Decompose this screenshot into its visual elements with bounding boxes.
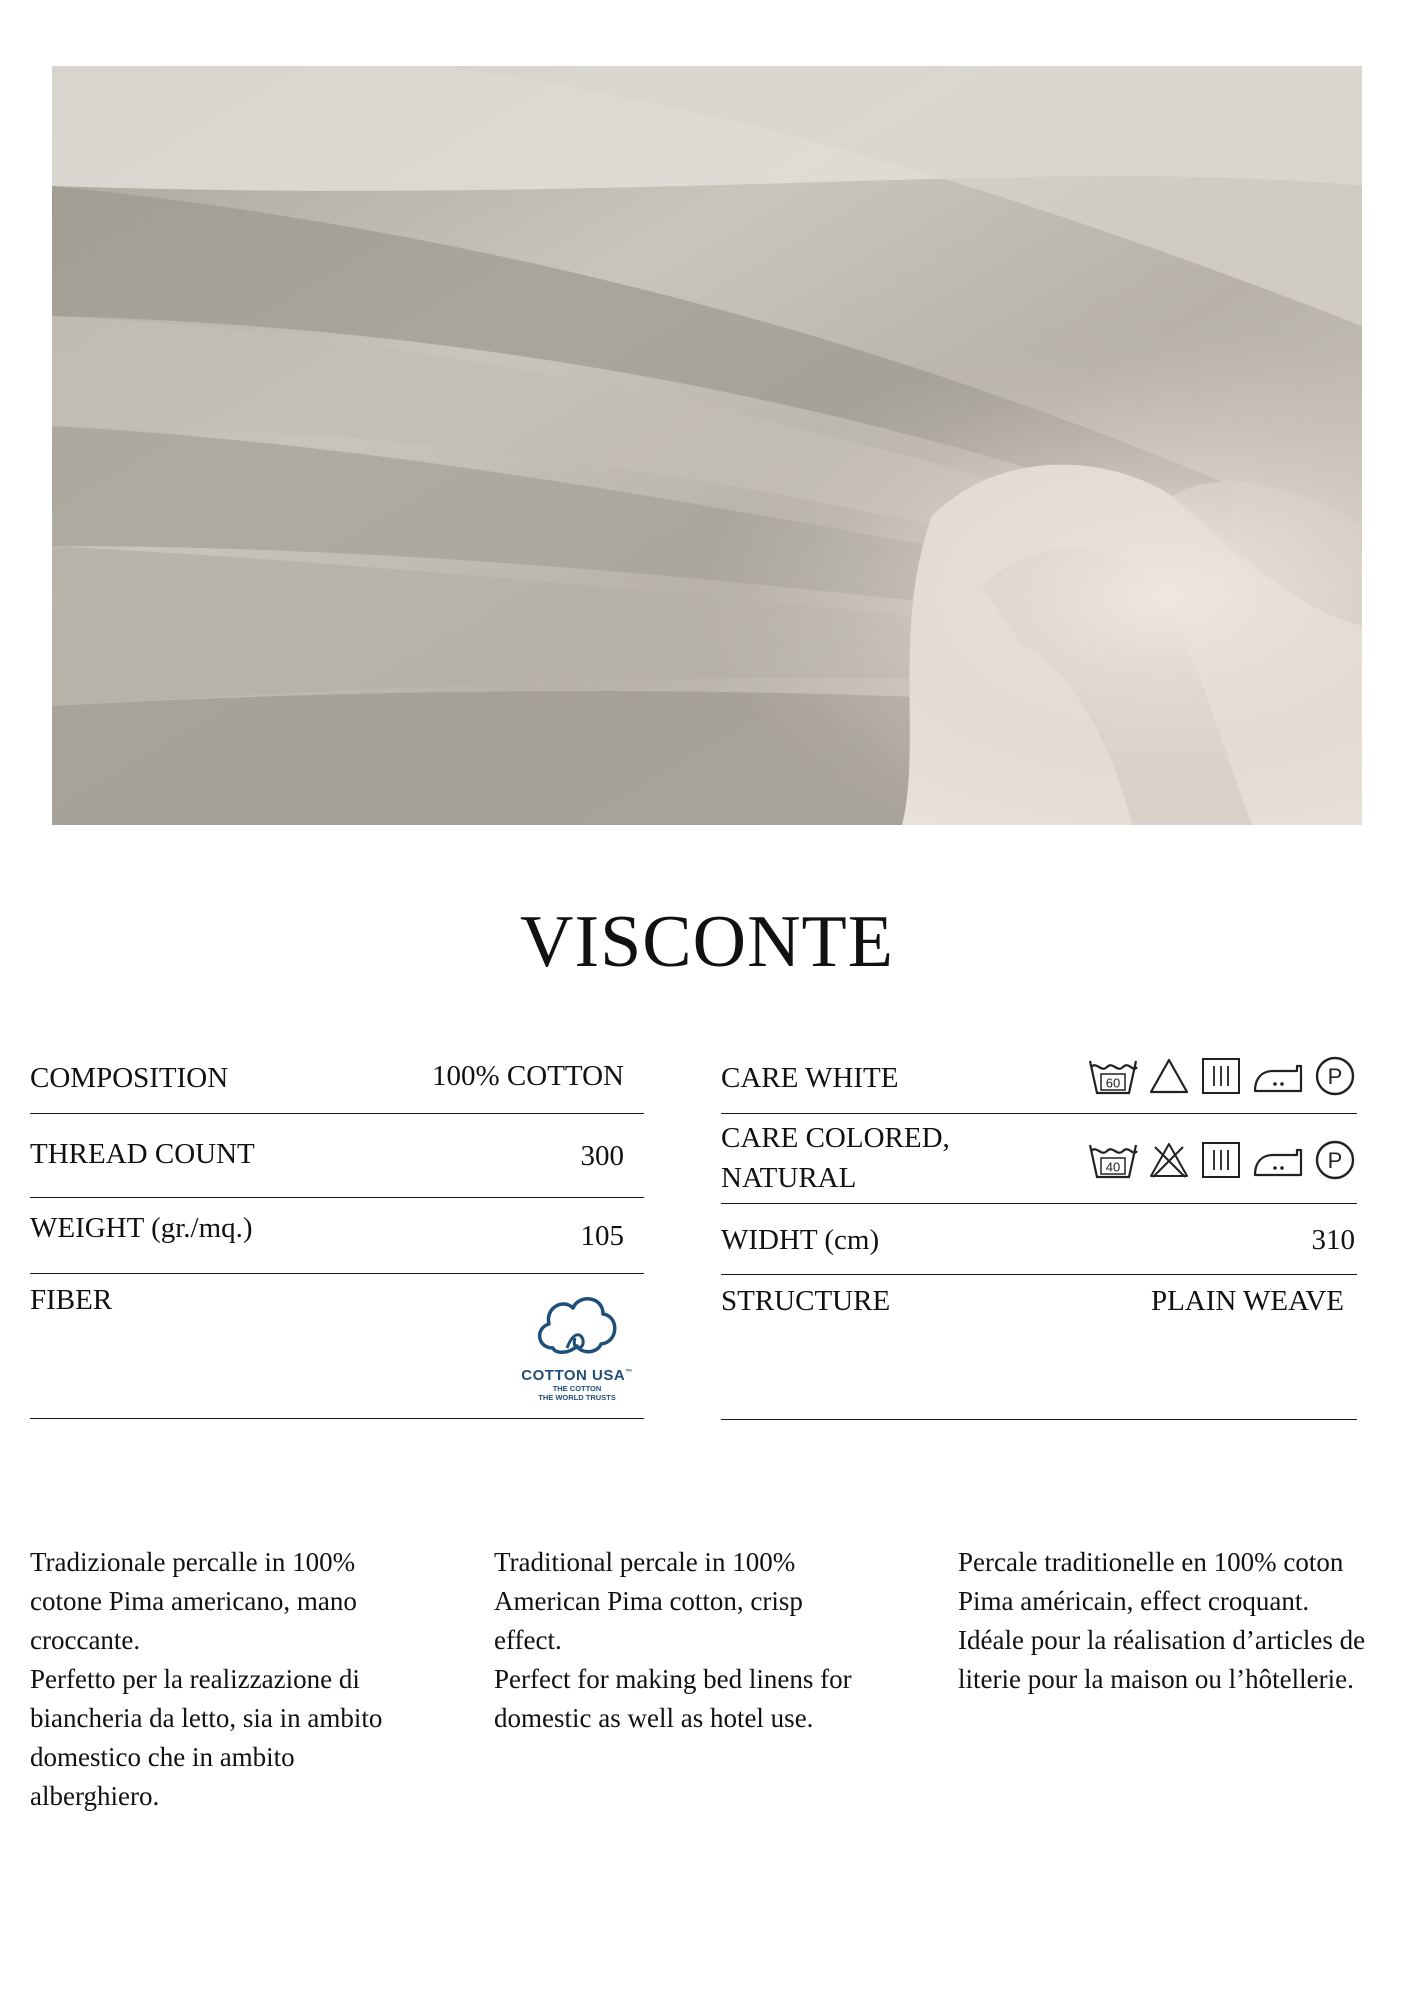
specs-left-column — [30, 1040, 644, 1419]
wash-60-icon — [1087, 1055, 1139, 1097]
svg-text:P: P — [1327, 1064, 1343, 1089]
care-white-label: CARE WHITE — [721, 1062, 899, 1094]
cotton-usa-logo — [510, 1292, 644, 1402]
dry-clean-p-icon — [1313, 1138, 1357, 1182]
fiber-label: FIBER — [30, 1284, 113, 1316]
logo-name: COTTON USA — [521, 1367, 626, 1384]
care-colored-label-2: NATURAL — [721, 1162, 857, 1194]
composition-value: 100% COTTON — [432, 1060, 624, 1092]
no-bleach-icon — [1147, 1139, 1191, 1181]
wash-temp-white: 60 — [1105, 1075, 1121, 1091]
care-colored-row — [721, 1114, 1357, 1204]
description-english — [494, 1543, 924, 1738]
dry-clean-p-icon — [1313, 1054, 1357, 1098]
fiber-row — [30, 1274, 644, 1419]
description-french — [958, 1543, 1398, 1699]
thread-count-row — [30, 1114, 644, 1198]
description-italian-p2: Perfetto per la realizzazione di biancheria da letto, sia in ambito domestico che in ambito alberghiero. — [30, 1664, 383, 1811]
description-french-p2: Idéale pour la réalisation d’articles de literie pour la maison ou l’hôtellerie. — [958, 1625, 1366, 1694]
iron-medium-icon — [1251, 1139, 1305, 1181]
care-colored-label-1: CARE COLORED, — [721, 1122, 950, 1154]
structure-label: STRUCTURE — [721, 1285, 891, 1317]
wash-40-icon — [1087, 1139, 1139, 1181]
weight-row — [30, 1198, 644, 1274]
description-french-p1: Percale traditionelle en 100% coton Pima américain, effect croquant. — [958, 1547, 1344, 1616]
fabric-drape-image — [52, 66, 1362, 825]
wash-temp-colored: 40 — [1105, 1159, 1121, 1175]
thread-count-label: THREAD COUNT — [30, 1138, 255, 1170]
description-english-p2: Perfect for making bed linens for domestic as well as hotel use. — [494, 1664, 852, 1733]
description-italian — [30, 1543, 460, 1816]
structure-row — [721, 1275, 1357, 1420]
line-dry-icon — [1199, 1055, 1243, 1097]
cotton-boll-icon — [533, 1292, 621, 1360]
bleach-allowed-icon — [1147, 1055, 1191, 1097]
structure-value: PLAIN WEAVE — [1150, 1285, 1344, 1317]
thread-count-value: 300 — [580, 1140, 624, 1172]
description-english-p1: Traditional percale in 100% American Pima cotton, crisp effect. — [494, 1547, 803, 1655]
specs-right-column — [721, 1040, 1357, 1420]
description-italian-p1: Tradizionale percalle in 100% cotone Pima americano, mano croccante. — [30, 1547, 357, 1655]
logo-trademark: ™ — [625, 1369, 633, 1376]
iron-medium-icon — [1251, 1055, 1305, 1097]
fabric-photo — [52, 66, 1362, 825]
weight-label: WEIGHT (gr./mq.) — [30, 1212, 253, 1244]
logo-tagline-2: THE WORLD TRUSTS — [538, 1393, 616, 1402]
composition-row — [30, 1040, 644, 1114]
weight-value: 105 — [580, 1220, 624, 1252]
width-row — [721, 1204, 1357, 1275]
width-label: WIDHT (cm) — [721, 1224, 880, 1256]
care-white-icons — [1087, 1054, 1357, 1098]
composition-label: COMPOSITION — [30, 1062, 229, 1094]
care-white-row — [721, 1040, 1357, 1114]
line-dry-icon — [1199, 1139, 1243, 1181]
width-value: 310 — [1311, 1224, 1355, 1256]
care-colored-icons — [1087, 1138, 1357, 1182]
logo-tagline-1: THE COTTON — [552, 1384, 602, 1393]
product-title: VISCONTE — [520, 901, 894, 983]
svg-text:P: P — [1327, 1148, 1343, 1173]
